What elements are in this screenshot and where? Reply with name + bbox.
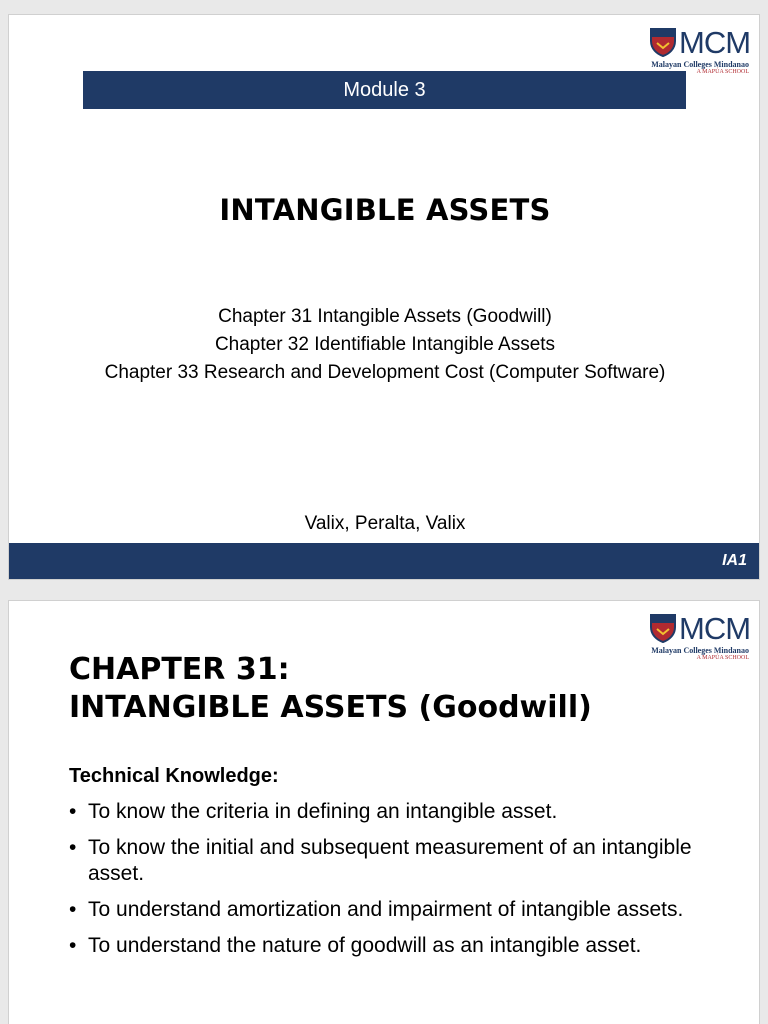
chapter-title <box>69 651 592 727</box>
chapter-line: Chapter 31 Intangible Assets (Goodwill) <box>218 306 552 327</box>
slide-2 <box>8 600 760 1024</box>
list-item: • To know the criteria in defining an intangible asset. <box>69 799 739 825</box>
slide-title: INTANGIBLE ASSETS <box>219 193 551 227</box>
shield-icon <box>649 613 677 643</box>
mcm-logo <box>649 609 749 667</box>
chapter-line: Chapter 32 Identifiable Intangible Assets <box>214 334 556 355</box>
chapter-line: Chapter 33 Research and Development Cost (Computer Software) <box>104 362 666 383</box>
technical-knowledge-heading: Technical Knowledge: <box>69 765 279 787</box>
module-banner <box>83 71 686 109</box>
list-item: • To understand amortization and impairment of intangible assets. <box>69 897 739 923</box>
logo-school-name: Malayan Colleges Mindanao <box>651 60 749 69</box>
footer-bar <box>9 543 760 580</box>
chapter-title-line-1: CHAPTER 31: <box>69 652 290 687</box>
list-item: • To know the initial and subsequent measurement of an intangible asset. <box>69 835 739 887</box>
logo-school-name: Malayan Colleges Mindanao <box>651 646 749 655</box>
authors: Valix, Peralta, Valix <box>304 513 466 534</box>
logo-mark: MCM <box>679 611 751 646</box>
shield-icon <box>649 27 677 57</box>
list-item: • To understand the nature of goodwill as an intangible asset. <box>69 933 739 959</box>
logo-mark: MCM <box>679 25 751 60</box>
course-label: IA1 <box>722 552 747 569</box>
chapter-title-line-2: INTANGIBLE ASSETS (Goodwill) <box>69 690 592 725</box>
logo-tagline: A MAPÚA SCHOOL <box>696 69 749 75</box>
chapter-list <box>9 303 760 387</box>
logo-tagline: A MAPÚA SCHOOL <box>696 655 749 661</box>
slide-1 <box>8 14 760 580</box>
objectives-list <box>69 799 739 969</box>
module-label: Module 3 <box>343 78 426 101</box>
